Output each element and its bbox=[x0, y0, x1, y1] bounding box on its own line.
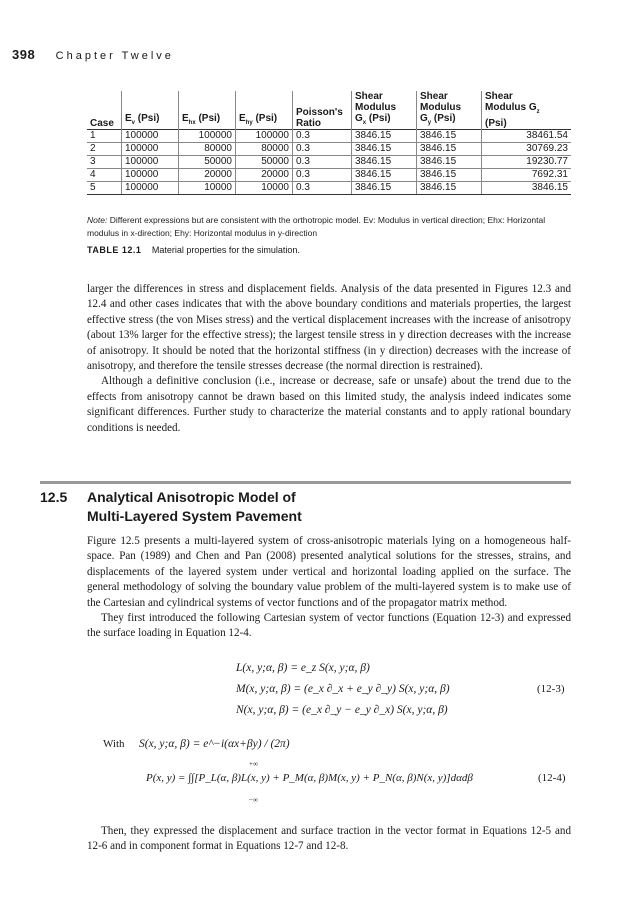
table-caption bbox=[87, 245, 300, 255]
table-row bbox=[87, 130, 571, 143]
col-header: Poisson's Ratio bbox=[293, 91, 352, 130]
page-header bbox=[12, 46, 174, 64]
cell: 100000 bbox=[122, 182, 179, 195]
chapter-title: Chapter Twelve bbox=[55, 50, 174, 62]
cell: 50000 bbox=[179, 156, 236, 169]
cell: 100000 bbox=[122, 156, 179, 169]
caption-text: Material properties for the simulation. bbox=[151, 245, 300, 255]
cell: 0.3 bbox=[293, 143, 352, 156]
cell: 3 bbox=[87, 156, 122, 169]
equation-number: (12-4) bbox=[538, 772, 566, 784]
cell: 3846.15 bbox=[352, 169, 417, 182]
material-properties-table bbox=[87, 91, 571, 195]
body-text-middle bbox=[87, 534, 571, 642]
cell: 100000 bbox=[122, 130, 179, 143]
cell: 0.3 bbox=[293, 156, 352, 169]
cell: 100000 bbox=[179, 130, 236, 143]
equation-line: S(x, y;α, β) = e^−i(αx+βy) / (2π) bbox=[139, 738, 290, 750]
col-header: $E_{hx}$ (Psi) bbox=[179, 91, 236, 130]
cell: 80000 bbox=[236, 143, 293, 156]
cell: 0.3 bbox=[293, 182, 352, 195]
cell: 5 bbox=[87, 182, 122, 195]
cell: 3846.15 bbox=[352, 143, 417, 156]
integral-lower-limit: −∞ bbox=[249, 796, 258, 804]
cell: 7692.31 bbox=[482, 169, 572, 182]
cell: 80000 bbox=[179, 143, 236, 156]
cell: 3846.15 bbox=[417, 156, 482, 169]
col-header: $E_v$ (Psi) bbox=[122, 91, 179, 130]
body-text-bottom bbox=[87, 824, 571, 855]
page-number: 398 bbox=[12, 47, 36, 62]
cell: 3846.15 bbox=[352, 182, 417, 195]
cell: 10000 bbox=[179, 182, 236, 195]
with-label: With bbox=[103, 738, 125, 750]
table-note bbox=[87, 214, 571, 240]
note-label: Note: bbox=[87, 215, 108, 225]
paragraph: They first introduced the following Cartesian system of vector functions (Equation 12-3) and expressed the surface loading in Equation 12-4. bbox=[87, 612, 571, 640]
paragraph: Figure 12.5 presents a multi-layered system of cross-anisotropic materials lying on a homogeneous half-space. Pan (1989) and Chen and Pan (2008) presented analytical solutions for the stresses, strains, and displacements of the layered system under vertical and horizontal loading applied on the surface. The general methodology of solving the boundary value problem of the multi-layered system is to make use of the Cartesian and cylindrical systems of vector functions and of the propagator matrix method. bbox=[87, 535, 571, 609]
equation-line: P(x, y) = ∫∫[P_L(α, β)L(x, y) + P_M(α, β)M(x, y) + P_N(α, β)N(x, y)]dαdβ bbox=[146, 772, 473, 784]
cell: 19230.77 bbox=[482, 156, 572, 169]
cell: 20000 bbox=[236, 169, 293, 182]
paragraph: Although a definitive conclusion (i.e., increase or decrease, safe or unsafe) about the trend due to the effects from anisotropy cannot be drawn based on this limited study, the analysis indeed indicates some significant differences. Further study to characterize the material constants and to apply rational boundary conditions is needed. bbox=[87, 375, 571, 434]
equation-line: L(x, y;α, β) = e_z S(x, y;α, β) bbox=[236, 662, 370, 674]
cell: 30769.23 bbox=[482, 143, 572, 156]
table-row bbox=[87, 182, 571, 195]
col-header: Shear Modulus $G_y$ (Psi) bbox=[417, 91, 482, 130]
cell: 3846.15 bbox=[417, 182, 482, 195]
cell: 1 bbox=[87, 130, 122, 143]
section-divider bbox=[40, 481, 571, 484]
cell: 2 bbox=[87, 143, 122, 156]
cell: 0.3 bbox=[293, 169, 352, 182]
integral-upper-limit: +∞ bbox=[249, 760, 258, 768]
table-row bbox=[87, 169, 571, 182]
equation-line: M(x, y;α, β) = (e_x ∂_x + e_y ∂_y) S(x, y;α, β) bbox=[236, 683, 450, 695]
cell: 3846.15 bbox=[352, 156, 417, 169]
cell: 3846.15 bbox=[417, 169, 482, 182]
cell: 50000 bbox=[236, 156, 293, 169]
col-header: Case bbox=[87, 91, 122, 130]
table-row bbox=[87, 156, 571, 169]
cell: 4 bbox=[87, 169, 122, 182]
cell: 3846.15 bbox=[417, 143, 482, 156]
cell: 10000 bbox=[236, 182, 293, 195]
table-row bbox=[87, 143, 571, 156]
paragraph: Then, they expressed the displacement and surface traction in the vector format in Equations 12-5 and 12-6 and in component format in Equations 12-7 and 12-8. bbox=[87, 825, 571, 853]
cell: 100000 bbox=[122, 169, 179, 182]
table-label: TABLE 12.1 bbox=[87, 245, 142, 255]
cell: 0.3 bbox=[293, 130, 352, 143]
cell: 100000 bbox=[122, 143, 179, 156]
col-header: Shear Modulus $G_x$ (Psi) bbox=[352, 91, 417, 130]
note-text: Different expressions but are consistent with the orthotropic model. Ev: Modulus in vertical direction; Ehx: Horizontal modulus in x-direction; Ehy: Horizontal modulus in y-direction bbox=[87, 215, 546, 238]
body-text-top bbox=[87, 282, 571, 436]
cell: 38461.54 bbox=[482, 130, 572, 143]
cell: 3846.15 bbox=[482, 182, 572, 195]
cell: 3846.15 bbox=[417, 130, 482, 143]
section-title-line2: Multi-Layered System Pavement bbox=[87, 508, 302, 524]
col-header: Shear Modulus $G_z$ (Psi) bbox=[485, 91, 540, 129]
cell: 20000 bbox=[179, 169, 236, 182]
cell: 100000 bbox=[236, 130, 293, 143]
col-header: $E_{hy}$ (Psi) bbox=[236, 91, 293, 130]
paragraph: larger the differences in stress and displacement fields. Analysis of the data presented in Figures 12.3 and 12.4 and other cases indicates that with the above boundary conditions and materials properties, the largest effective stress (the von Mises stress) and the vertical displacement increases with the increase of anisotropy (about 13% larger for the effective stress); the largest tensile stress in y direction decreases with the increase of anisotropy. It should be noted that the horizontal stiffness (in y direction) decreases with the increase of anisotropy, and therefore the tensile stresses decrease (the normal direction is restrained). bbox=[87, 283, 571, 373]
section-title-line1: Analytical Anisotropic Model of bbox=[87, 489, 296, 505]
cell: 3846.15 bbox=[352, 130, 417, 143]
equation-line: N(x, y;α, β) = (e_x ∂_y − e_y ∂_x) S(x, y;α, β) bbox=[236, 704, 448, 716]
section-number: 12.5 bbox=[40, 489, 68, 505]
section-heading bbox=[40, 488, 302, 526]
equation-number: (12-3) bbox=[537, 683, 565, 695]
